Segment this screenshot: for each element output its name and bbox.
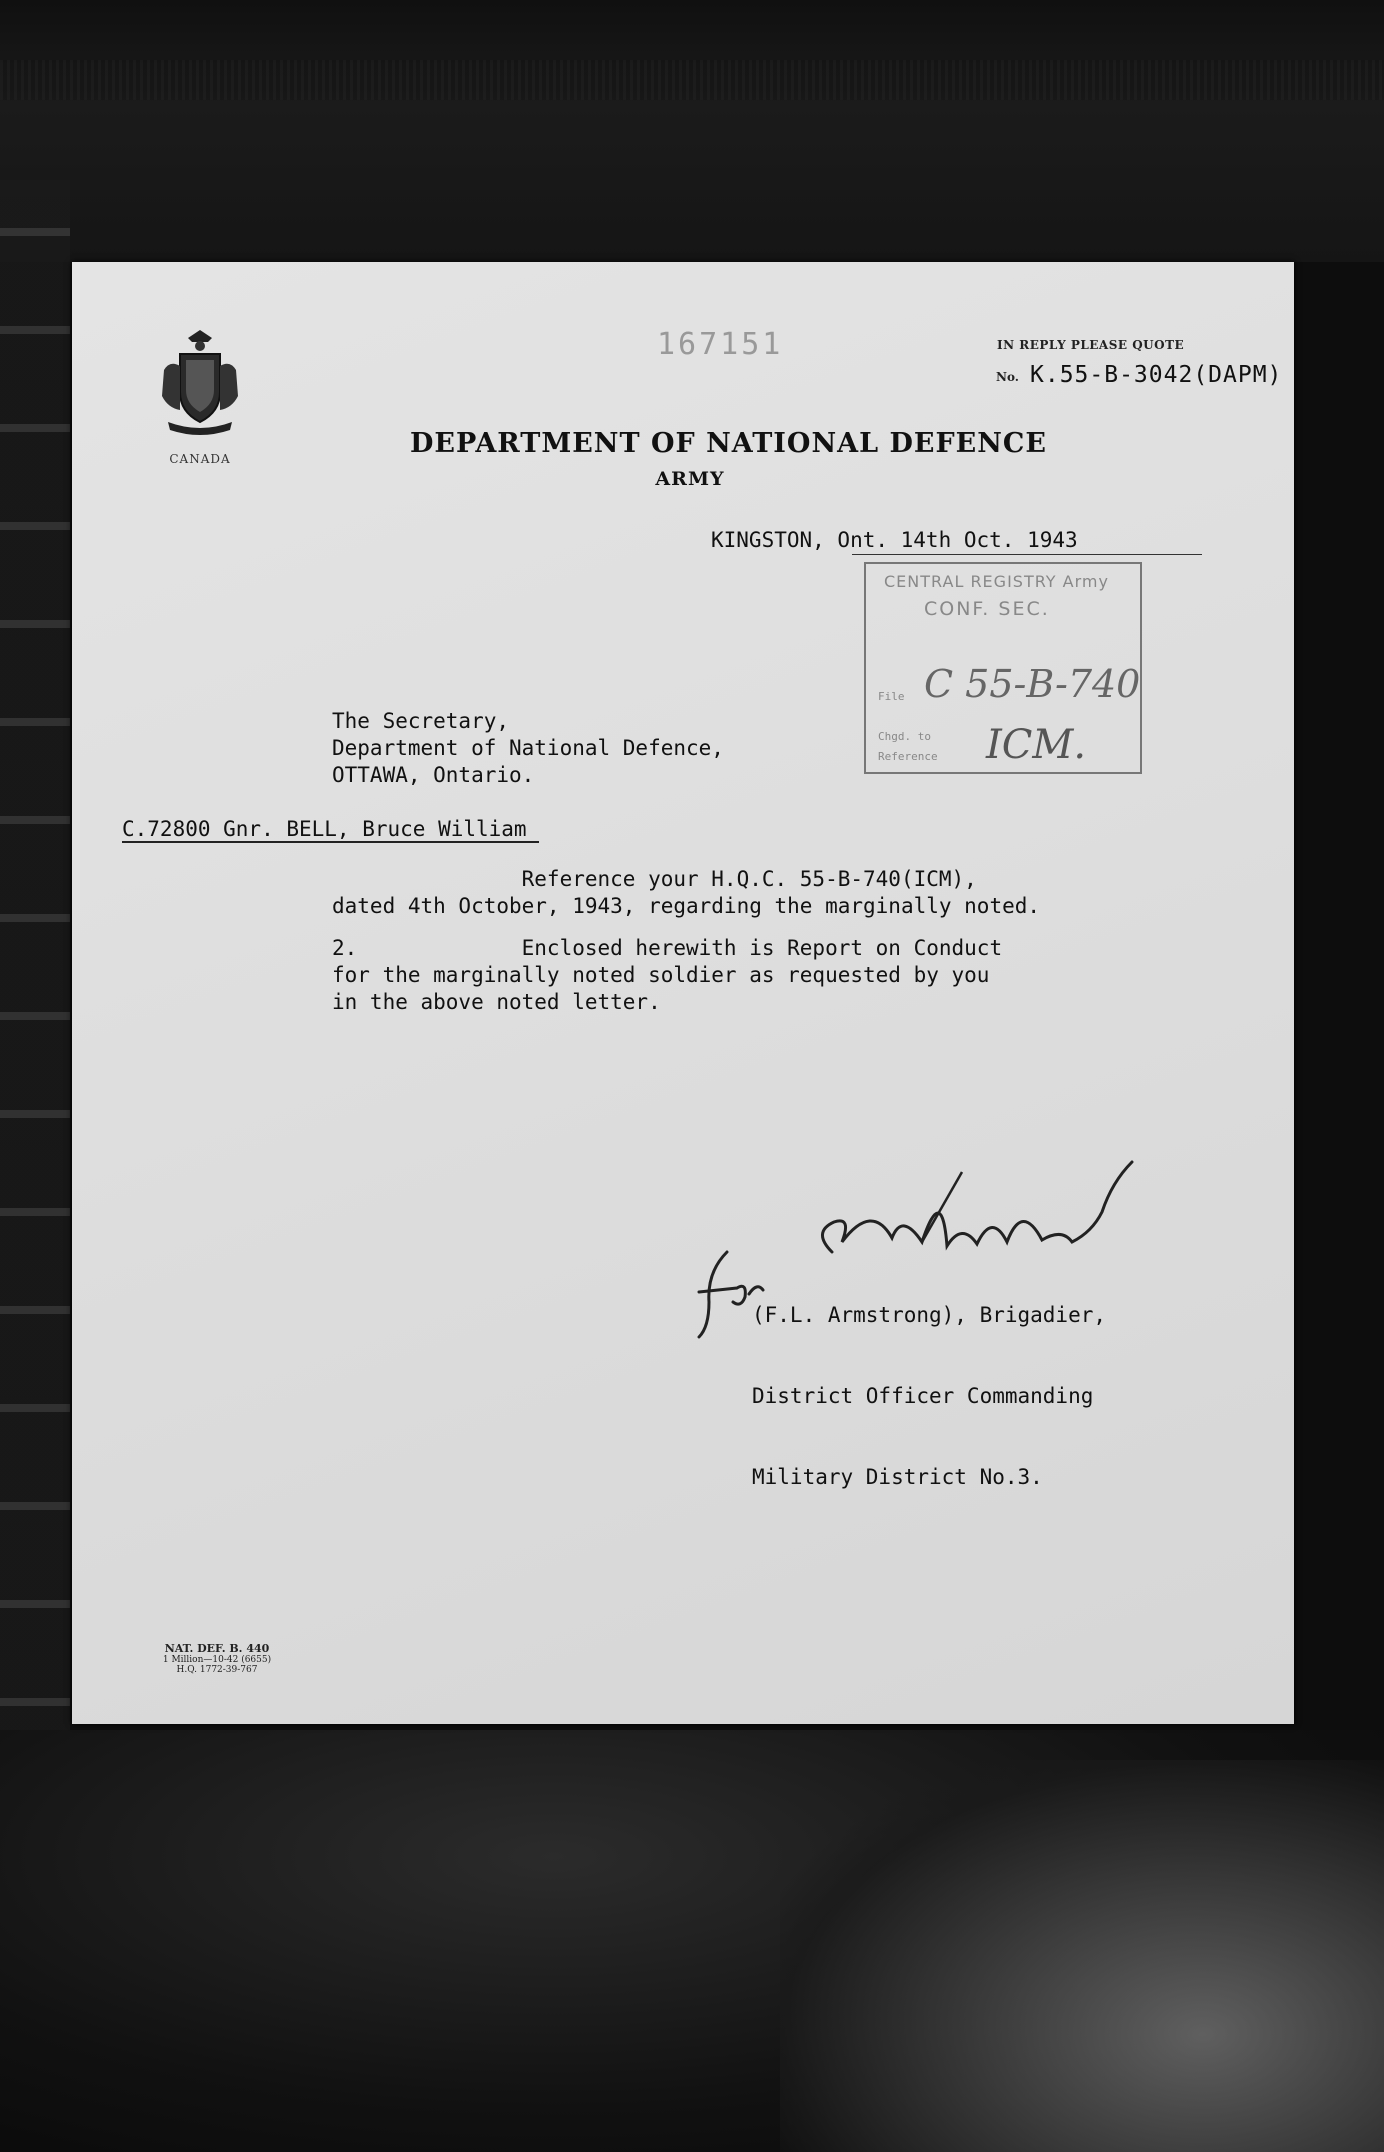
reply-reference-number: K.55-B-3042(DAPM): [1030, 362, 1283, 388]
letter-body: [332, 866, 1192, 1031]
dateline-underline: [852, 554, 1202, 555]
body-line: for the marginally noted soldier as requested by you: [332, 963, 990, 987]
addressee-line: OTTAWA, Ontario.: [332, 763, 535, 787]
subject-line: C.72800 Gnr. BELL, Bruce William: [122, 817, 539, 843]
department-title: DEPARTMENT OF NATIONAL DEFENCE: [410, 428, 1047, 459]
addressee-line: The Secretary,: [332, 709, 510, 733]
signatory-line: District Officer Commanding: [752, 1384, 1094, 1408]
stamp-section: CONF. SEC.: [924, 598, 1050, 620]
crest-label: CANADA: [169, 452, 231, 466]
dateline: KINGSTON, Ont. 14th Oct. 1943: [711, 528, 1078, 552]
stamp-file-label: File: [878, 690, 905, 703]
hq-reference: H.Q. 1772-39-767: [176, 1665, 258, 1675]
form-number: NAT. DEF. B. 440: [164, 1642, 270, 1655]
registry-stamp: [864, 562, 1142, 774]
body-line: in the above noted letter.: [332, 990, 661, 1014]
reply-quote-label: IN REPLY PLEASE QUOTE: [997, 338, 1185, 352]
film-border-top: [0, 0, 1384, 262]
stamp-charged-label: Chgd. to: [878, 730, 931, 743]
form-footer: [137, 1642, 297, 1675]
stamp-file-handwritten: C 55-B-740: [924, 662, 1141, 706]
addressee-line: Department of National Defence,: [332, 736, 724, 760]
signatory-line: Military District No.3.: [752, 1465, 1043, 1489]
serial-number: 167151: [657, 327, 784, 362]
reply-number-label: No.: [996, 370, 1019, 384]
stamp-reference-label: Reference: [878, 750, 938, 763]
stamp-reference-handwritten: ICM.: [986, 722, 1087, 768]
body-line: Reference your H.Q.C. 55-B-740(ICM),: [332, 867, 977, 891]
signatory-block: [752, 1248, 1106, 1545]
print-run: 1 Million—10-42 (6655): [162, 1655, 272, 1665]
background-terrain-image: [780, 1760, 1384, 2152]
stamp-title: CENTRAL REGISTRY Army: [884, 572, 1109, 591]
body-line: dated 4th October, 1943, regarding the marginally noted.: [332, 894, 1041, 918]
body-line: 2. Enclosed herewith is Report on Conduct: [332, 936, 1003, 960]
letter-page: [72, 262, 1294, 1724]
addressee-block: [332, 708, 724, 789]
branch-title: ARMY: [655, 468, 725, 490]
signatory-line: (F.L. Armstrong), Brigadier,: [752, 1303, 1107, 1327]
coat-of-arms-icon: [150, 330, 250, 440]
